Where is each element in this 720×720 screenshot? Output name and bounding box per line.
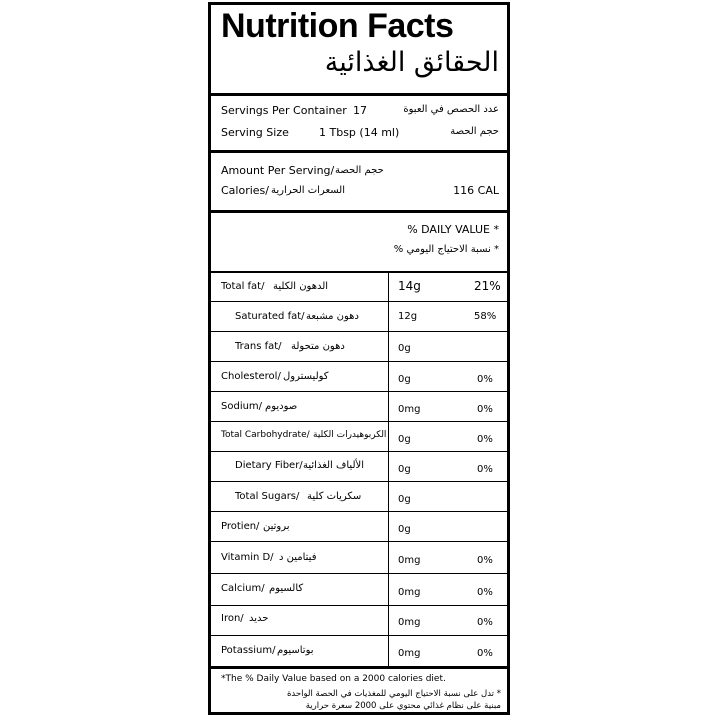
amount-block (211, 150, 507, 210)
servings-per-container-label: Servings Per Container (221, 104, 347, 117)
table-row (211, 361, 507, 391)
calories-label: Calories/ (221, 184, 269, 197)
nutrient-arabic: صوديوم (265, 401, 298, 412)
table-row (211, 481, 507, 511)
nutrient-arabic: بروتين (263, 521, 290, 532)
nutrient-amount: 14g (398, 279, 421, 293)
nutrient-amount: 0mg (398, 555, 421, 566)
footnote-block (211, 666, 507, 715)
table-row (211, 451, 507, 481)
nutrient-daily-value: 21% (474, 279, 501, 293)
nutrient-arabic: الكربوهيدرات الكلية (313, 430, 387, 440)
nutrient-label: Saturated fat/ (235, 311, 305, 322)
nutrient-arabic: كالسيوم (269, 583, 304, 594)
nutrient-label: Trans fat/ (235, 341, 282, 352)
nutrient-amount: 0g (398, 464, 411, 475)
table-row (211, 635, 507, 666)
calories-arabic: السعرات الحرارية (271, 185, 346, 196)
nutrient-amount: 0mg (398, 587, 421, 598)
nutrient-daily-value: 0% (477, 648, 493, 659)
nutrient-arabic: كوليسترول (283, 371, 329, 382)
table-row (211, 391, 507, 421)
table-row (211, 331, 507, 361)
nutrient-label: Iron/ (221, 613, 244, 624)
nutrient-daily-value: 0% (477, 555, 493, 566)
nutrient-daily-value: 0% (477, 587, 493, 598)
nutrient-arabic: الألياف الغذائية (303, 460, 364, 471)
nutrient-daily-value: 58% (474, 311, 497, 322)
nutrient-arabic: دهون متحولة (291, 341, 345, 352)
table-row (211, 541, 507, 573)
amount-per-serving-label: Amount Per Serving/ (221, 164, 335, 177)
nutrient-daily-value: 0% (477, 404, 493, 415)
title-block (211, 5, 507, 93)
nutrient-daily-value: 0% (477, 617, 493, 628)
title-english: Nutrition Facts (221, 7, 454, 45)
nutrient-amount: 0g (398, 343, 411, 354)
daily-value-header (211, 210, 507, 272)
nutrient-amount: 0mg (398, 617, 421, 628)
nutrient-label: Total Carbohydrate/ (221, 430, 310, 440)
daily-value-heading: % DAILY VALUE * (407, 223, 499, 236)
footnote-arabic-line-2: مبنية على نظام غذائي محتوي على 2000 سعرة حرارية (305, 701, 501, 711)
nutrient-arabic: بوتاسيوم (277, 645, 314, 656)
servings-per-container-arabic: عدد الحصص في العبوة (403, 104, 499, 115)
servings-block (211, 93, 507, 150)
table-row (211, 421, 507, 451)
nutrient-arabic: دهون مشبعة (306, 311, 359, 322)
nutrient-amount: 0g (398, 434, 411, 445)
serving-size-label: Serving Size (221, 126, 289, 139)
nutrient-daily-value: 0% (477, 464, 493, 475)
nutrient-label: Sodium/ (221, 401, 263, 412)
nutrient-amount: 0mg (398, 648, 421, 659)
table-row (211, 605, 507, 635)
footnote-arabic-line-1: * تدل على نسبة الاحتياج اليومي للمغذيات في الحصة الواحدة (286, 689, 501, 699)
amount-per-serving-arabic: حجم الحصة (335, 165, 384, 176)
nutrient-label: Protien/ (221, 521, 260, 532)
nutrient-label: Dietary Fiber/ (235, 460, 303, 471)
nutrient-amount: 0mg (398, 404, 421, 415)
nutrition-label (208, 2, 510, 715)
nutrient-daily-value: 0% (477, 374, 493, 385)
nutrient-arabic: فيتامين د (279, 552, 317, 563)
table-row (211, 301, 507, 331)
table-row (211, 511, 507, 541)
nutrient-label: Potassium/ (221, 645, 276, 656)
serving-size-value: 1 Tbsp (14 ml) (319, 126, 400, 139)
nutrient-arabic: حديد (249, 613, 269, 624)
nutrient-amount: 12g (398, 311, 418, 322)
nutrient-amount: 0g (398, 524, 411, 535)
table-row (211, 573, 507, 605)
nutrient-label: Cholesterol/ (221, 371, 281, 382)
nutrient-label: Total Sugars/ (235, 491, 300, 502)
daily-value-heading-arabic: * نسبة الاحتياج اليومي % (393, 244, 499, 255)
table-row (211, 271, 507, 301)
nutrient-daily-value: 0% (477, 434, 493, 445)
nutrient-table (211, 271, 507, 666)
title-arabic: الحقائق الغذائية (324, 47, 499, 78)
footnote-english: *The % Daily Value based on a 2000 calories diet. (221, 674, 446, 684)
nutrient-arabic: الدهون الكلية (273, 281, 329, 292)
calories-value: 116 CAL (453, 184, 499, 197)
nutrient-label: Vitamin D/ (221, 552, 274, 563)
servings-per-container-value: 17 (353, 104, 367, 117)
nutrient-label: Total fat/ (221, 281, 265, 292)
nutrient-amount: 0g (398, 374, 411, 385)
nutrient-amount: 0g (398, 494, 411, 505)
nutrient-label: Calcium/ (221, 583, 265, 594)
serving-size-arabic: حجم الحصة (450, 126, 499, 137)
nutrient-arabic: سكريات كلية (307, 491, 362, 502)
